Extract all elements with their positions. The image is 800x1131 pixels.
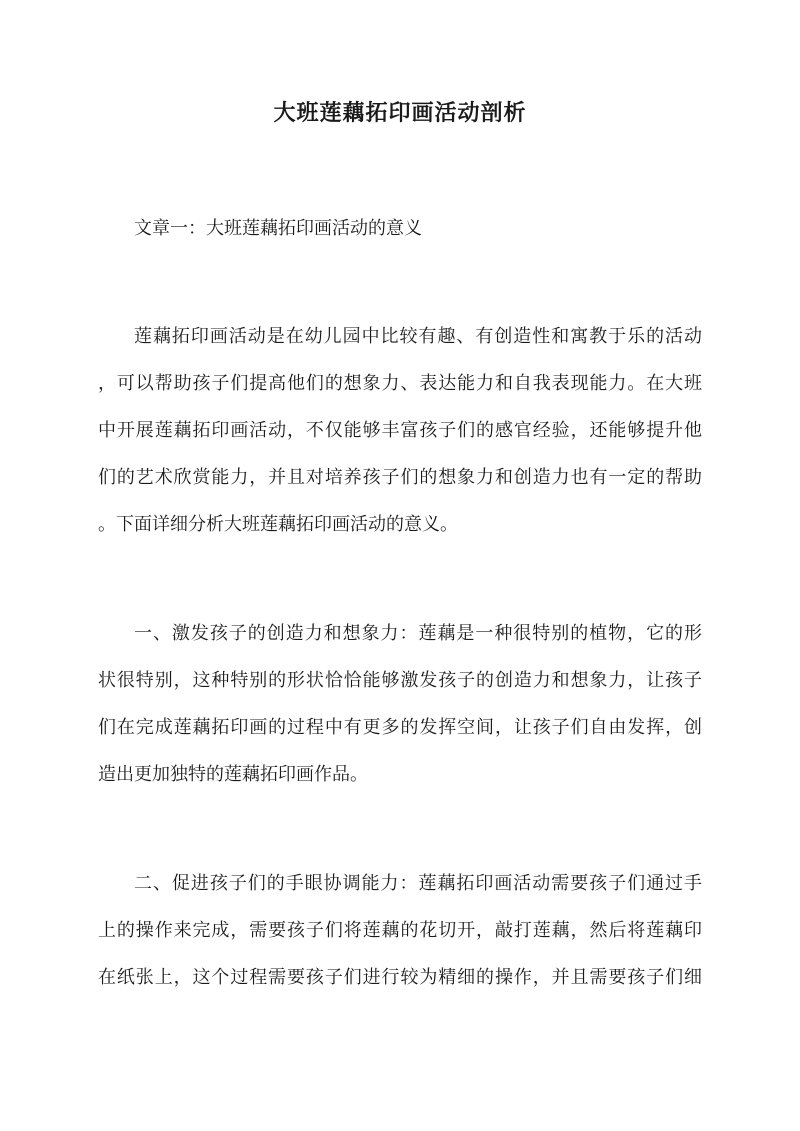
paragraph-line: 。下面详细分析大班莲藕拓印画活动的意义。 [98,514,458,535]
paragraph-point-2 [98,860,702,1001]
paragraph-line: 状很特别，这种特别的形状恰恰能够激发孩子的创造力和想象力，让孩子 [98,670,702,691]
paragraph-line: 二、促进孩子们的手眼协调能力：莲藕拓印画活动需要孩子们通过手 [134,873,702,894]
paragraph-line: 在纸张上，这个过程需要孩子们进行较为精细的操作，并且需要孩子们细 [98,967,702,988]
paragraph-line: 一、激发孩子的创造力和想象力：莲藕是一种很特别的植物，它的形 [134,623,702,644]
paragraph-line: 上的操作来完成，需要孩子们将莲藕的花切开，敲打莲藕，然后将莲藕印 [98,920,702,941]
paragraph-line: 莲藕拓印画活动是在幼儿园中比较有趣、有创造性和寓教于乐的活动 [134,326,702,347]
paragraph-line: 造出更加独特的莲藕拓印画作品。 [98,764,368,785]
paragraph-line: ，可以帮助孩子们提高他们的想象力、表达能力和自我表现能力。在大班 [98,373,702,394]
paragraph-line: 们的艺术欣赏能力，并且对培养孩子们的想象力和创造力也有一定的帮助 [98,467,702,488]
paragraph-point-1 [98,610,702,798]
section-heading: 文章一：大班莲藕拓印画活动的意义 [134,218,422,239]
paragraph-line: 中开展莲藕拓印画活动，不仅能够丰富孩子们的感官经验，还能够提升他 [98,420,702,441]
paragraph-line: 们在完成莲藕拓印画的过程中有更多的发挥空间，让孩子们自由发挥，创 [98,717,702,738]
document-title: 大班莲藕拓印画活动剖析 [273,100,527,126]
paragraph-intro [98,313,702,548]
